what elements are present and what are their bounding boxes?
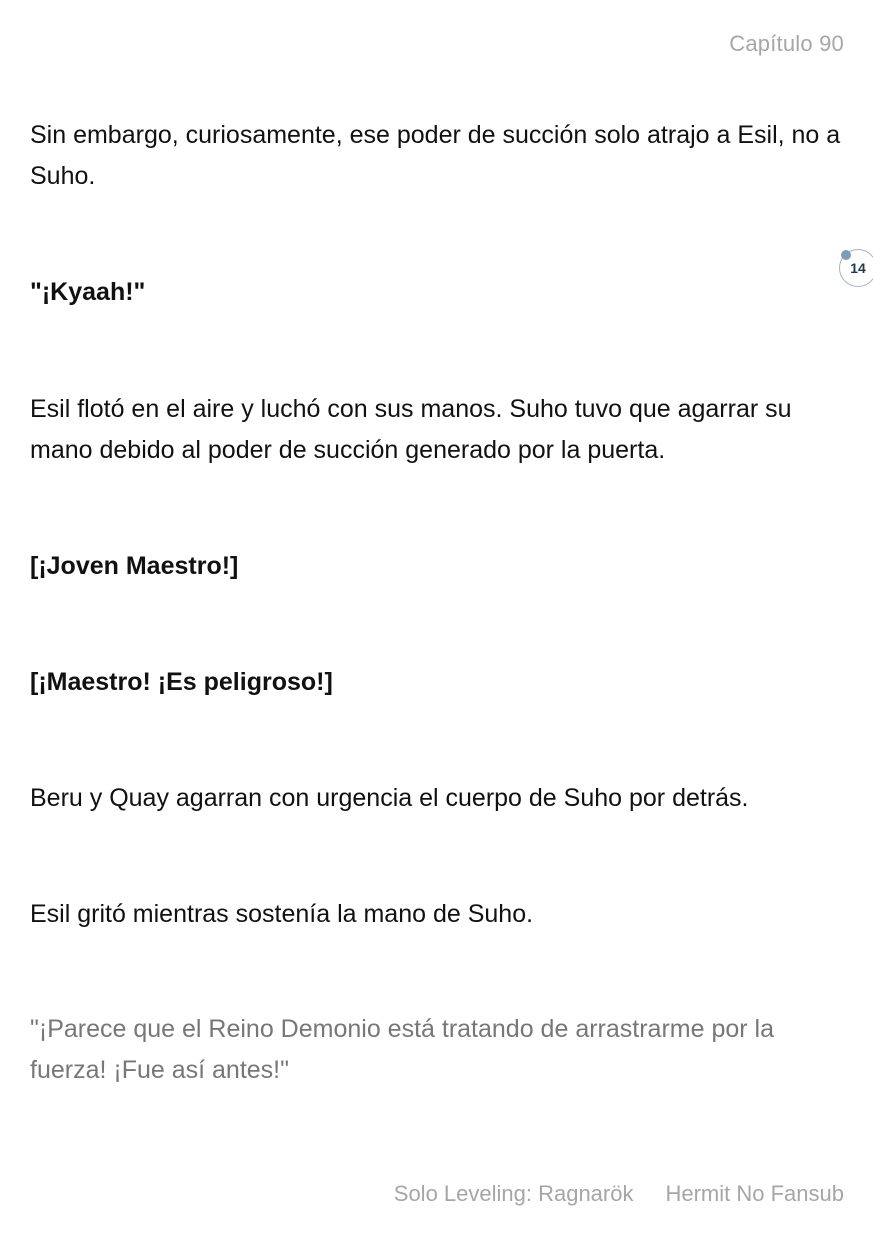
paragraph-faded: "¡Parece que el Reino Demonio está tratando de arrastrarme por la fuerza! ¡Fue así antes!": [30, 1015, 774, 1084]
paragraph-dialogue: [¡Joven Maestro!]: [30, 552, 239, 580]
paragraph-dialogue: [¡Maestro! ¡Es peligroso!]: [30, 668, 333, 696]
footer: [394, 1181, 844, 1207]
page-number: 14: [850, 260, 866, 276]
paragraph: Esil gritó mientras sostenía la mano de Suho.: [30, 900, 534, 928]
page-indicator-button[interactable]: [839, 249, 873, 287]
paragraph-dialogue: "¡Kyaah!": [30, 278, 146, 306]
book-title: Solo Leveling: Ragnarök: [393, 1181, 634, 1206]
progress-dot-icon: [841, 250, 851, 260]
chapter-title: Capítulo 90: [729, 31, 844, 56]
paragraph: Beru y Quay agarran con urgencia el cuerpo de Suho por detrás.: [30, 784, 749, 812]
paragraph: Esil flotó en el aire y luchó con sus manos. Suho tuvo que agarrar su mano debido al poder de succión generado por la puerta.: [30, 395, 792, 464]
translator-credit: Hermit No Fansub: [665, 1181, 844, 1206]
paragraph: Sin embargo, curiosamente, ese poder de succión solo atrajo a Esil, no a Suho.: [30, 121, 841, 190]
